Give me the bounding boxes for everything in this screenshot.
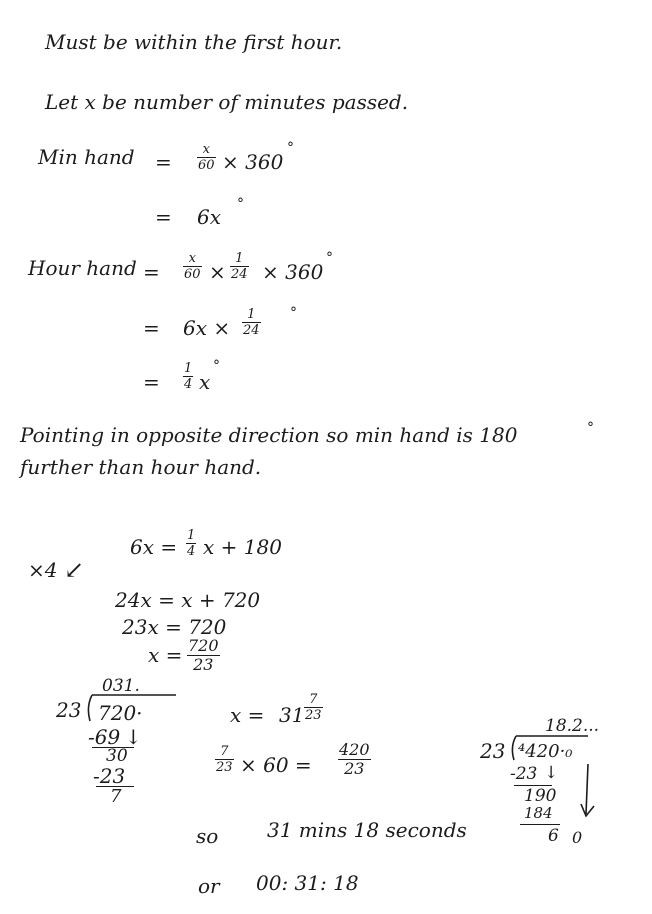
equals-sign: = [155, 205, 172, 229]
hour-fraction-1-over-24 [242, 308, 261, 337]
degree-symbol: ° [326, 250, 333, 266]
division1-remainder1: 30 [106, 746, 128, 766]
hour-fraction-1-over-24 [230, 252, 249, 281]
conversion-times-60: × 60 = [240, 753, 312, 777]
x-symbol: x [199, 370, 211, 394]
fraction-denominator: 24 [231, 267, 248, 282]
fraction-denominator: 60 [184, 267, 201, 282]
mixed-fraction [304, 693, 323, 722]
equation1-right: x + 180 [203, 535, 282, 559]
division-rule [520, 824, 560, 825]
long-arrow-down-icon [580, 762, 600, 822]
quarter-fraction [186, 529, 196, 558]
division1-remainder2: 7 [110, 786, 122, 807]
degree-symbol: ° [287, 140, 294, 156]
conversion-result-fraction [338, 742, 371, 777]
fraction-numerator: 7 [220, 744, 229, 759]
answer-or: or [198, 874, 220, 898]
min-hand-result: 6x [197, 205, 222, 229]
division2-remainder2: 6 [548, 826, 559, 846]
equals-sign: = [143, 370, 160, 394]
fraction-numerator: 1 [247, 307, 256, 322]
times-four-label: ×4 [28, 558, 58, 582]
line-first-hour: Must be within the first hour. [45, 30, 343, 54]
fraction-denominator: 4 [187, 544, 196, 559]
hour-step2: 6x × [183, 316, 231, 340]
fraction-denominator: 23 [344, 759, 365, 778]
division2-dividend: ⁴420·₀ [518, 741, 573, 762]
fraction-numerator: 1 [235, 251, 244, 266]
arrow-down-left-icon: ↙ [64, 556, 85, 584]
degree-symbol: ° [587, 420, 594, 436]
degree-symbol: ° [213, 358, 220, 374]
degree-symbol: ° [290, 305, 297, 321]
division1-divisor: 23 [56, 698, 82, 722]
division1-step2: -23 [93, 764, 126, 788]
equation1-left: 6x = [130, 535, 178, 559]
hour-times-360: × 360 [262, 260, 324, 284]
answer-so: so [196, 824, 219, 848]
arrow-down-icon: ↓ [544, 763, 559, 783]
degree-symbol: ° [237, 196, 244, 212]
fraction-numerator: 1 [187, 528, 196, 543]
arrow-down-icon: ↓ [125, 725, 142, 749]
division1-step1: -69 [88, 725, 121, 749]
mixed-whole: 31 [279, 703, 305, 727]
hour-fraction-x-over-60 [183, 252, 202, 281]
fraction-numerator: 720 [188, 636, 219, 655]
times-sign: × [209, 260, 226, 284]
fraction-denominator: 24 [243, 323, 260, 338]
division2-remainder2-extra: 0 [572, 828, 583, 847]
mixed-x-equals: x = [230, 703, 265, 727]
fraction-denominator: 60 [198, 158, 215, 173]
quarter-fraction [183, 362, 193, 391]
fraction-numerator: x [202, 142, 210, 157]
equals-sign: = [143, 260, 160, 284]
fraction-denominator: 23 [216, 760, 233, 775]
equals-sign: = [143, 316, 160, 340]
division1-quotient: 031. [102, 676, 140, 696]
line-let-x: Let x be number of minutes passed. [45, 90, 409, 114]
hour-hand-label: Hour hand [28, 256, 137, 280]
fraction-denominator: 23 [305, 708, 322, 723]
fraction-numerator: 1 [184, 361, 193, 376]
pointing-line2: further than hour hand. [20, 455, 262, 479]
fraction-720-over-23 [187, 638, 220, 673]
answer-minutes-seconds: 31 mins 18 seconds [267, 818, 467, 842]
fraction-denominator: 23 [193, 655, 214, 674]
equals-sign: = [155, 150, 172, 174]
division1-dividend: 720· [98, 701, 143, 725]
min-hand-fraction [197, 143, 216, 172]
pointing-line1: Pointing in opposite direction so min hand is 180 [20, 423, 518, 447]
fraction-numerator: 420 [339, 740, 370, 759]
division2-step2: 184 [524, 804, 553, 822]
division2-step1: -23 [510, 764, 538, 784]
division2-quotient: 18.2... [545, 716, 600, 736]
equation4-left: x = [148, 643, 183, 667]
min-hand-times-360: × 360 [222, 150, 284, 174]
division2-divisor: 23 [480, 739, 506, 763]
equation2: 24x = x + 720 [115, 588, 261, 612]
equation3: 23x = 720 [122, 615, 227, 639]
conversion-fraction [215, 745, 234, 774]
fraction-denominator: 4 [184, 377, 193, 392]
min-hand-label: Min hand [38, 145, 135, 169]
fraction-numerator: 7 [309, 692, 318, 707]
division2-remainder1: 190 [524, 786, 557, 806]
answer-time: 00: 31: 18 [256, 871, 359, 895]
fraction-numerator: x [188, 251, 196, 266]
